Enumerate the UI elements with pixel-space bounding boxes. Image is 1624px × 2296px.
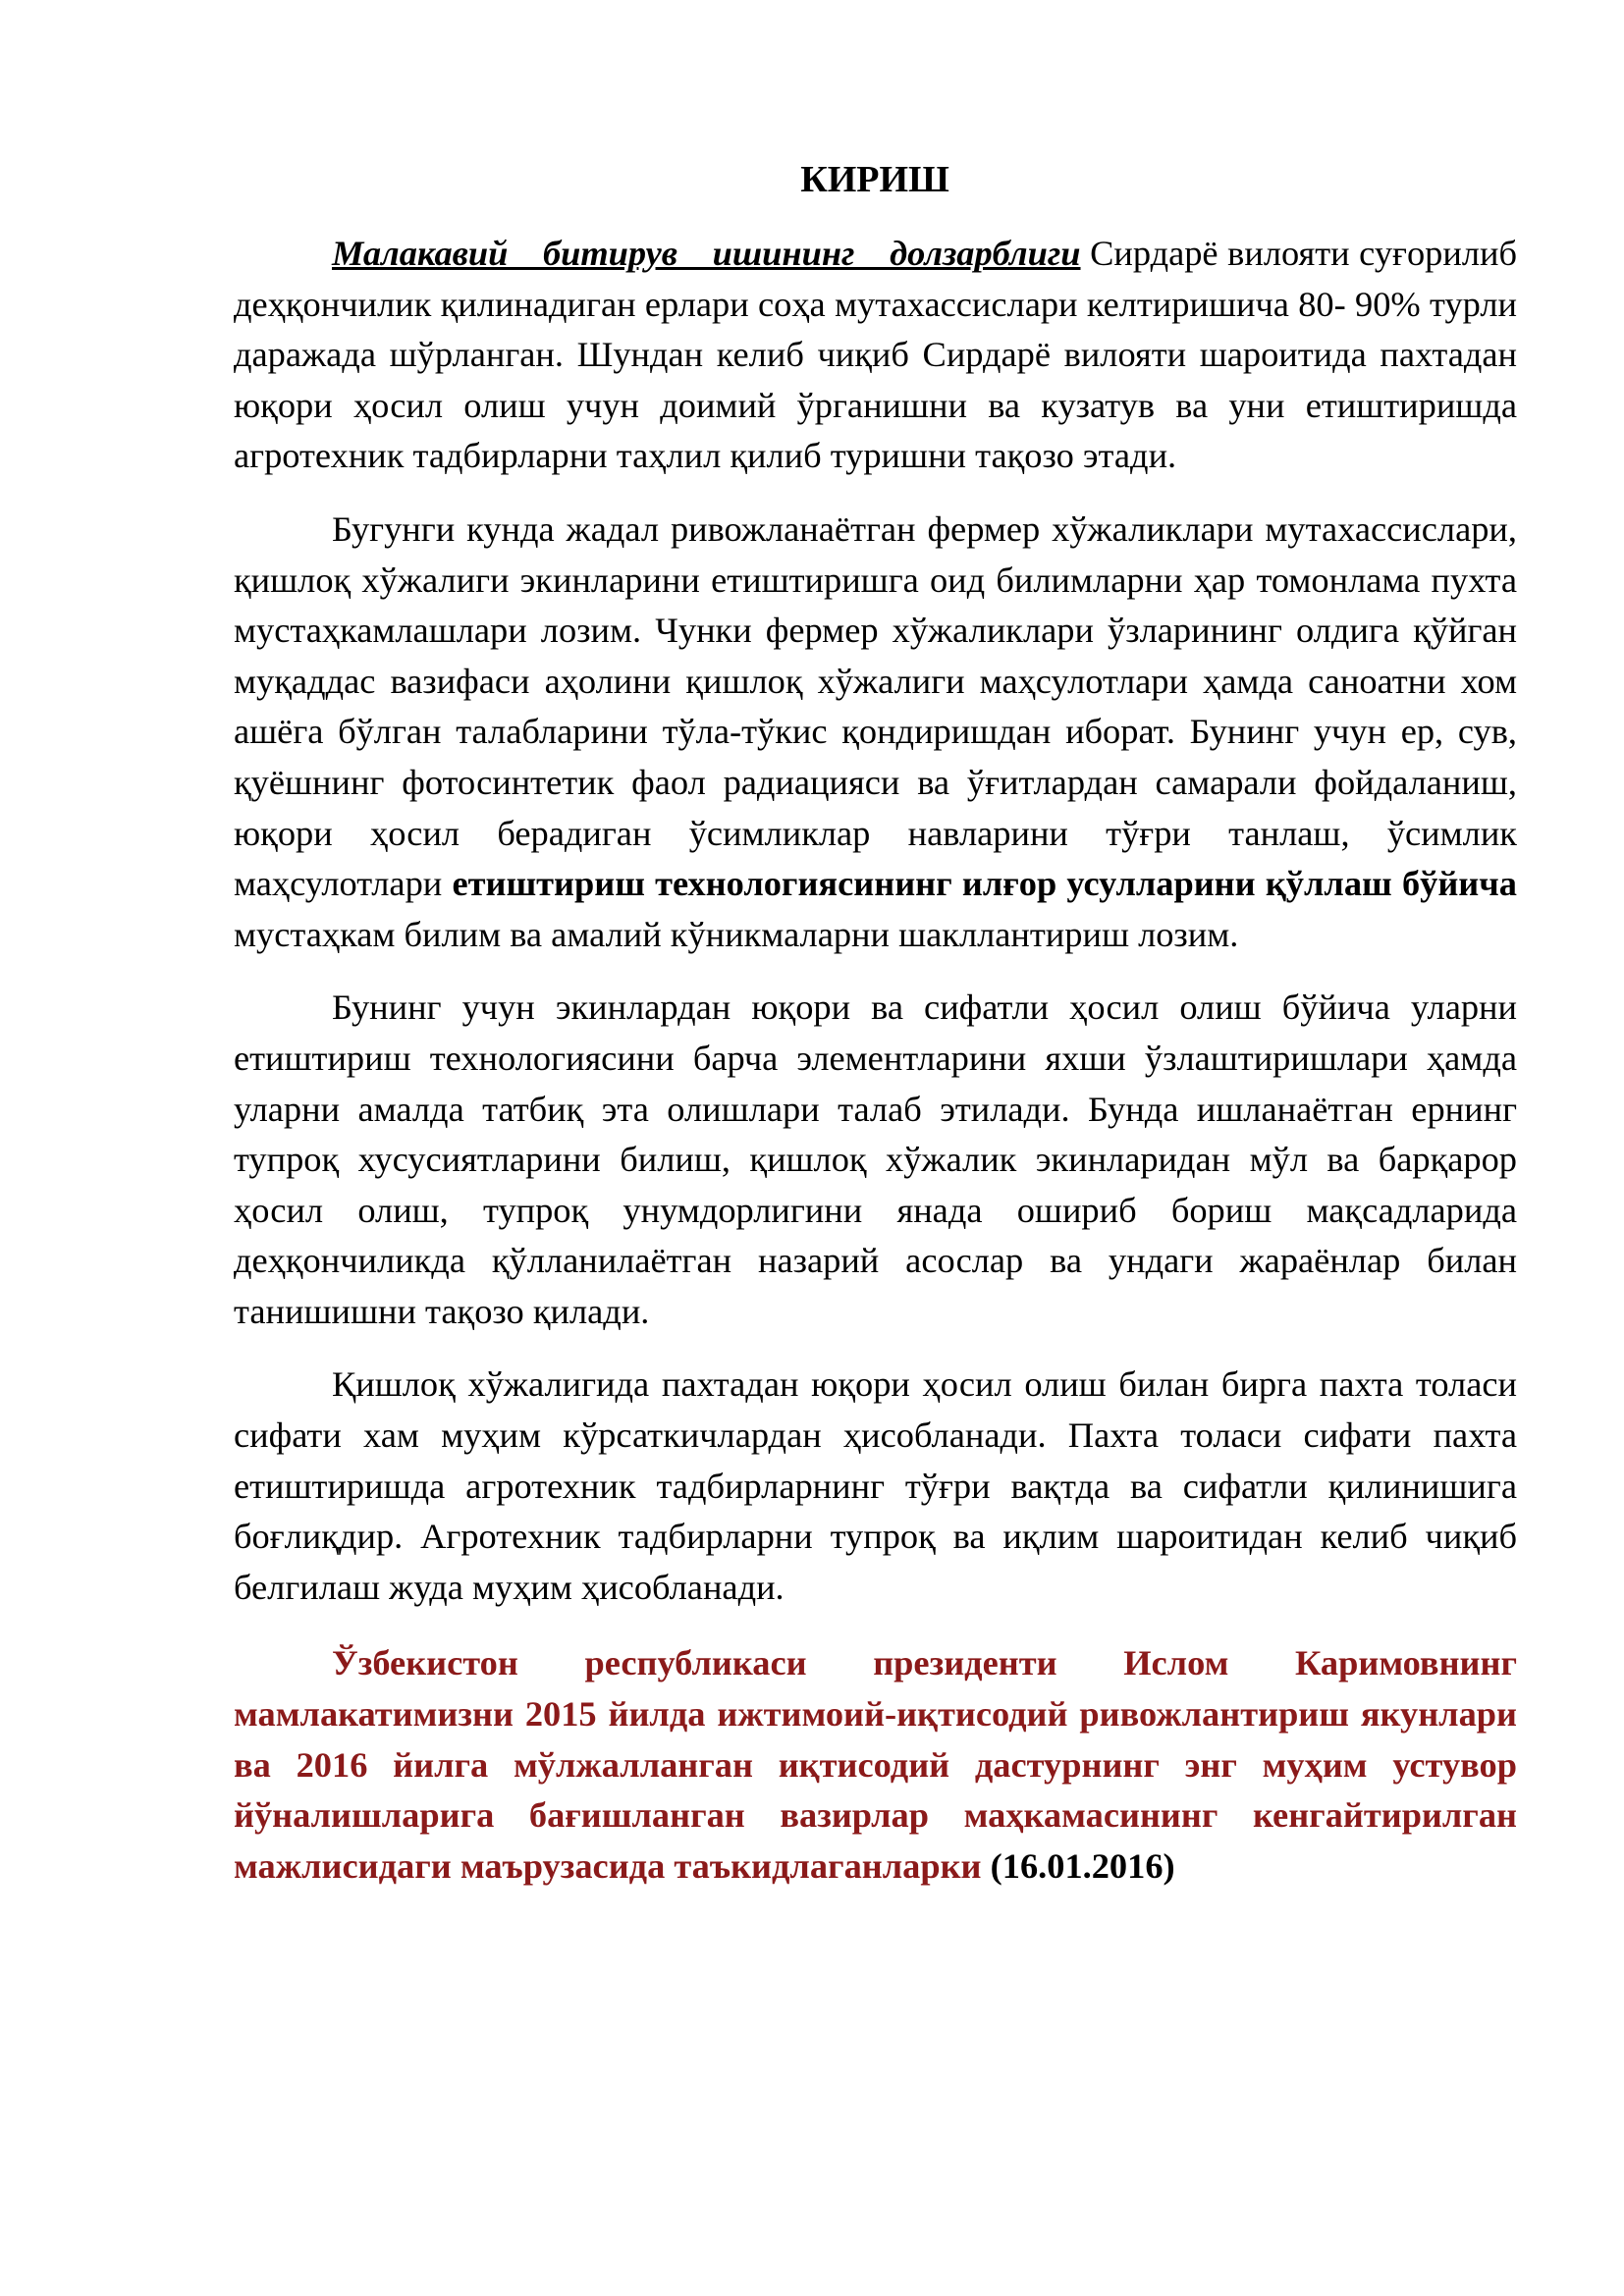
page-title: КИРИШ	[800, 159, 949, 200]
paragraph-farms	[234, 505, 1517, 960]
paragraph-technology: Бунинг учун экинлардан юқори ва сифатли ҳосил олиш бўйича уларни етиштириш технологиясини барча элементларини яхши ўзлаштиришлари ҳамда уларни амалда татбиқ эта олишлари талаб этилади. Бунда ишланаётган ернинг тупроқ хусусиятларини билиш, қишлоқ хўжалик экинларидан мўл ва барқарор ҳосил олиш, тупроқ унумдорлигини янада ошириб бориш мақсадларида деҳқончиликда қўлланилаётган назарий асослар ва ундаги жараёнлар билан танишишни тақозо қилади.	[234, 988, 1517, 1331]
document-body	[234, 229, 1517, 1892]
speech-date: (16.01.2016)	[990, 1845, 1175, 1886]
paragraph-fiber-quality: Қишлоқ хўжалигида пахтадан юқори ҳосил олиш билан бирга пахта толаси сифати хам муҳим кўрсаткичлардан ҳисобланади. Пахта толаси сифати пахта етиштиришда агротехник тадбирларнинг тўғри вақтда ва сифатли қилинишига боғлиқдир. Агротехник тадбирларни тупроқ ва иқлим шароитидан келиб чиқиб белгилаш жуда муҳим ҳисобланади.	[234, 1364, 1517, 1607]
paragraph-relevance-text: Сирдарё вилояти суғорилиб деҳқончилик қилинадиган ерлари соҳа мутахассислари келтиришича 80- 90% турли даражада шўрланган. Шундан келиб чиқиб Сирдарё вилояти шароитида пахтадан юқори ҳосил олиш учун доимий ўрганишни ва кузатув ва уни етиштиришда агротехник тадбирларни таҳлил қилиб туришни тақозо этади.	[234, 234, 1517, 476]
relevance-heading: Малакавий битирув ишининг долзарблиги	[332, 234, 1081, 273]
paragraph-farms-text-end: мустаҳкам билим ва амалий кўникмаларни шакллантириш лозим.	[234, 914, 1239, 954]
paragraph-president-speech	[234, 1638, 1517, 1892]
paragraph-farms-emphasis: етиштириш технологиясининг илғор усулларини қўллаш бўйича	[452, 864, 1517, 904]
paragraph-farms-text-start: Бугунги кунда жадал ривожланаётган фермер хўжаликлари мутахассислари, қишлоқ хўжалиги экинларини етиштиришга оид билимларни ҳар томонлама пухта мустаҳкамлашлари лозим. Чунки фермер хўжаликлари ўзларининг олдига қўйган муқаддас вазифаси аҳолини қишлоқ хўжалиги маҳсулотлари ҳамда саноатни хом ашёга бўлган талабларини тўла-тўкис қондиришдан иборат. Бунинг учун ер, сув, қуёшнинг фотосинтетик фаол радиацияси ва ўғитлардан самарали фойдаланиш, юқори ҳосил берадиган ўсимликлар навларини тўғри танлаш, ўсимлик маҳсулотлари	[234, 508, 1517, 904]
president-speech-text: Ўзбекистон республикаси президенти Ислом Каримовнинг мамлакатимизни 2015 йилда ижтимоий-иқтисодий ривожлантириш якунлари ва 2016 йилга мўлжалланган иқтисодий дастурнинг энг муҳим устувор йўналишларига бағишланган вазирлар маҳкамасининг кенгайтирилган мажлисидаги маърузасида таъкидлаганларки	[234, 1643, 1517, 1886]
paragraph-relevance	[234, 229, 1517, 482]
